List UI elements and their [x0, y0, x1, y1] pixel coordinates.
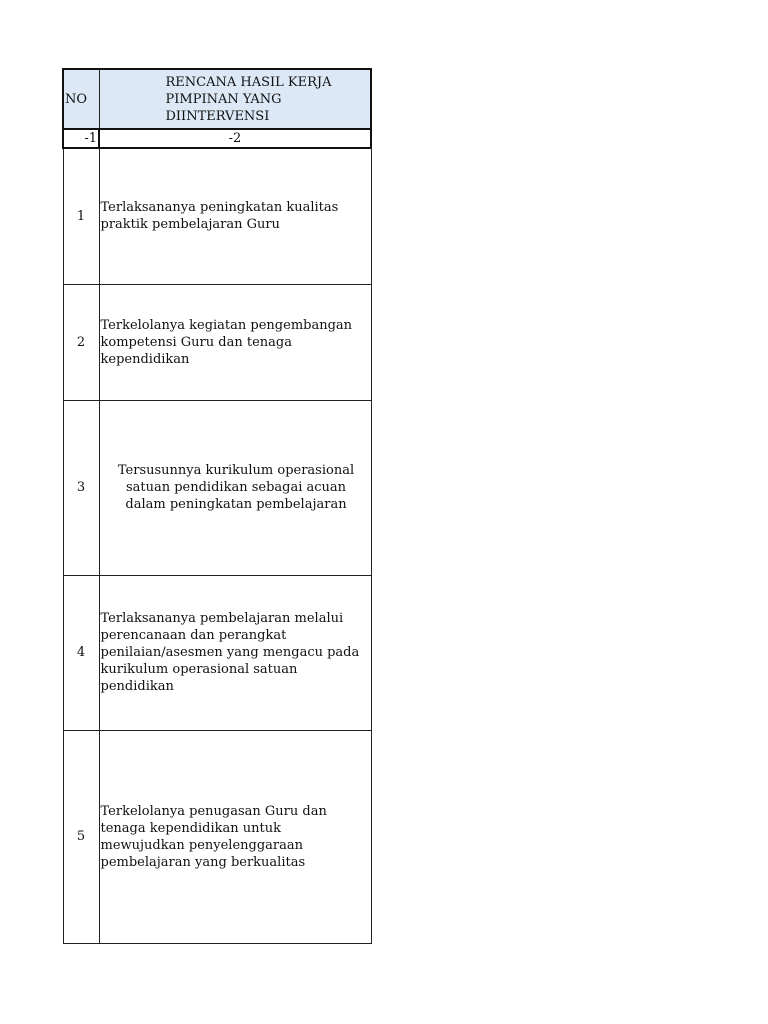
header-title-cell: RENCANA HASIL KERJA PIMPINAN YANG DIINTERVENSI: [99, 69, 371, 129]
column-number-title: -2: [99, 129, 371, 148]
row-text: Terkelolanya kegiatan pengembangan kompetensi Guru dan tenaga kependidikan: [99, 284, 371, 400]
header-no-cell: NO: [63, 69, 99, 129]
table-row: [63, 148, 371, 284]
table-row: [63, 730, 371, 943]
row-number: 3: [63, 400, 99, 575]
row-number: 2: [63, 284, 99, 400]
column-number-no: -1: [63, 129, 99, 148]
row-text: Tersusunnya kurikulum operasional satuan pendidikan sebagai acuan dalam peningkatan pembelajaran: [99, 400, 371, 575]
row-number: 5: [63, 730, 99, 943]
row-number: 4: [63, 575, 99, 730]
row-number: 1: [63, 148, 99, 284]
column-number-row: [63, 129, 371, 148]
row-text: Terlaksananya peningkatan kualitas praktik pembelajaran Guru: [99, 148, 371, 284]
table-row: [63, 575, 371, 730]
table-row: [63, 400, 371, 575]
table-header-row: [63, 69, 371, 129]
row-text: Terkelolanya penugasan Guru dan tenaga kependidikan untuk mewujudkan penyelenggaraan pembelajaran yang berkualitas: [99, 730, 371, 943]
table-row: [63, 284, 371, 400]
row-text: Terlaksananya pembelajaran melalui perencanaan dan perangkat penilaian/asesmen yang mengacu pada kurikulum operasional satuan pendidikan: [99, 575, 371, 730]
rhk-table: [62, 68, 372, 944]
